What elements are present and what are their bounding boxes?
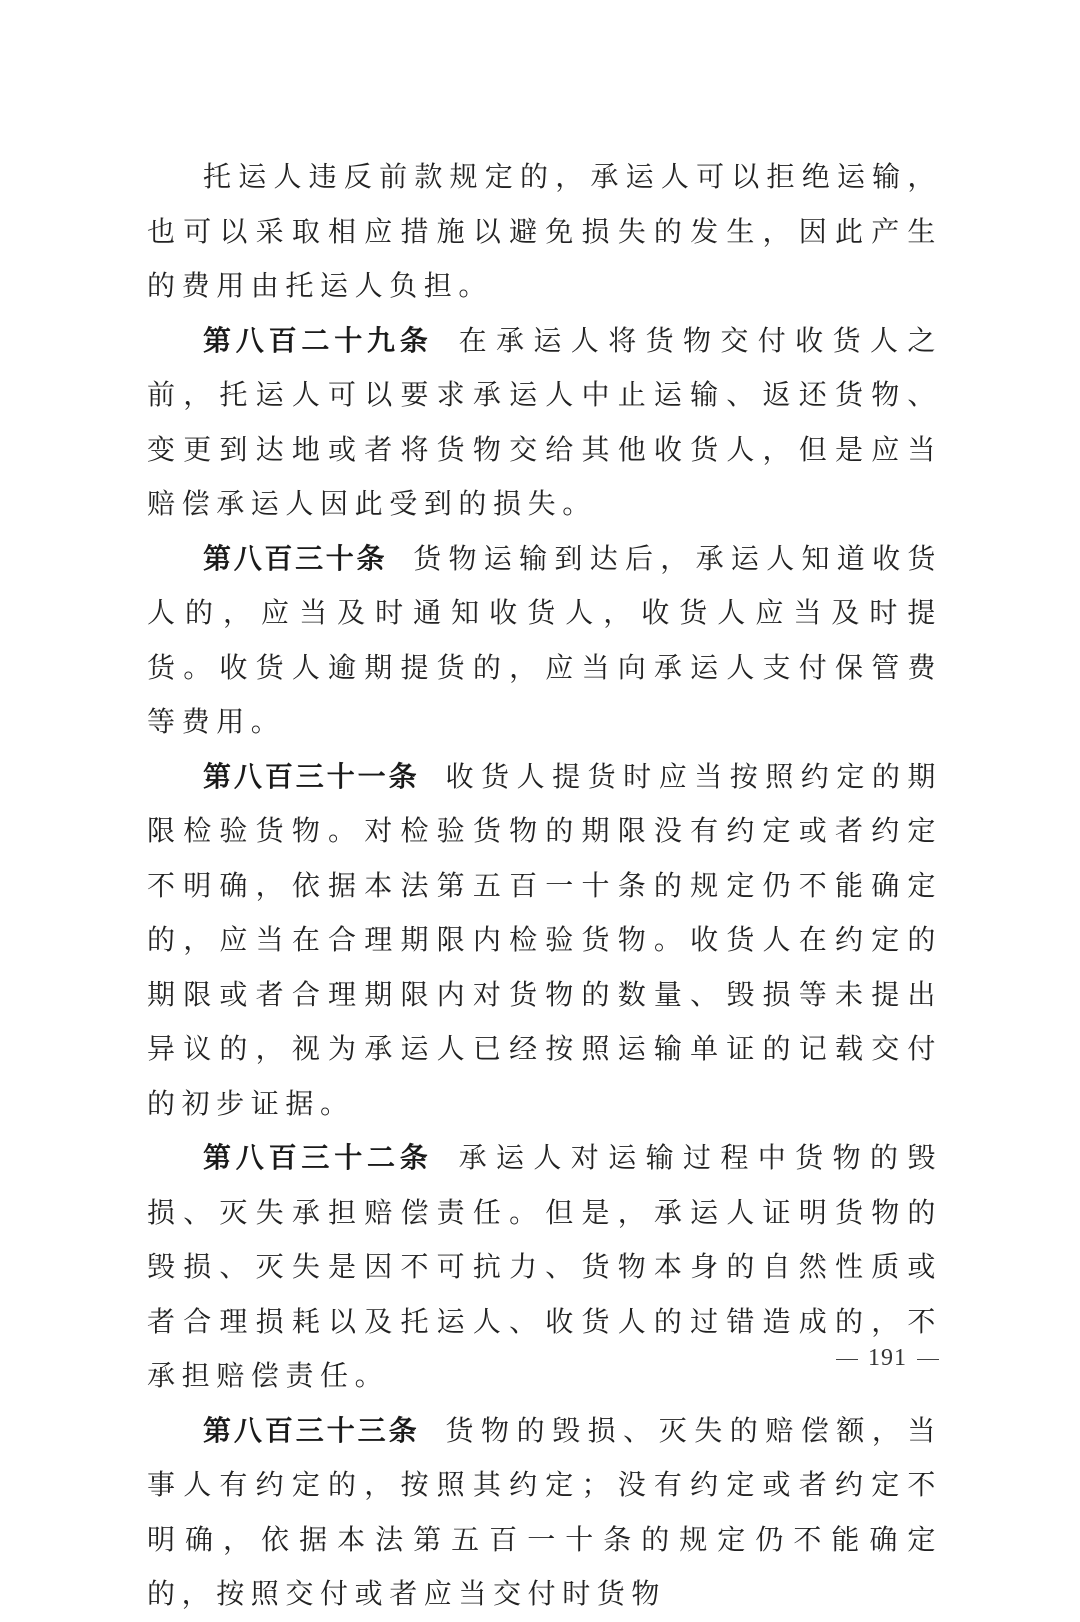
article-text: 货物运输到达后，承运人知道收货人的，应当及时通知收货人，收货人应当及时提货。收货人逾期提货的，应当向承运人支付保管费等费用。 [147, 541, 942, 738]
page-number [826, 1345, 946, 1372]
article-text: 承运人对运输过程中货物的毁损、灭失承担赔偿责任。但是，承运人证明货物的毁损、灭失是因不可抗力、货物本身的自然性质或者合理损耗以及托运人、收货人的过错造成的，不承担赔偿责任。 [147, 1141, 942, 1392]
article-title: 第八百二十九条 [203, 323, 433, 357]
article-title: 第八百三十二条 [203, 1141, 433, 1174]
article-831 [147, 750, 942, 1132]
article-832 [147, 1131, 942, 1404]
paragraph-text: 托运人违反前款规定的，承运人可以拒绝运输，也可以采取相应措施以避免损失的发生，因此产生的费用由托运人负担。 [147, 160, 942, 302]
article-title: 第八百三十一条 [203, 759, 420, 793]
article-text: 在承运人将货物交付收货人之前，托运人可以要求承运人中止运输、返还货物、变更到达地或者将货物交给其他收货人，但是应当赔偿承运人因此受到的损失。 [147, 323, 942, 520]
left-dash [836, 1359, 858, 1360]
article-text: 货物的毁损、灭失的赔偿额，当事人有约定的，按照其约定；没有约定或者约定不明确，依据本法第五百一十条的规定仍不能确定的，按照交付或者应当交付时货物 [147, 1413, 942, 1610]
page-number-text: 191 [868, 1345, 907, 1371]
document-body [147, 150, 942, 1622]
right-dash [917, 1359, 939, 1360]
article-title: 第八百三十三条 [203, 1413, 420, 1447]
article-830 [147, 532, 942, 750]
article-text: 收货人提货时应当按照约定的期限检验货物。对检验货物的期限没有约定或者约定不明确，依据本法第五百一十条的规定仍不能确定的，应当在合理期限内检验货物。收货人在约定的期限或者合理期限内对货物的数量、毁损等未提出异议的，视为承运人已经按照运输单证的记载交付的初步证据。 [147, 759, 942, 1120]
article-833 [147, 1404, 942, 1622]
article-829 [147, 314, 942, 532]
paragraph [147, 150, 942, 314]
article-title: 第八百三十条 [203, 541, 388, 575]
